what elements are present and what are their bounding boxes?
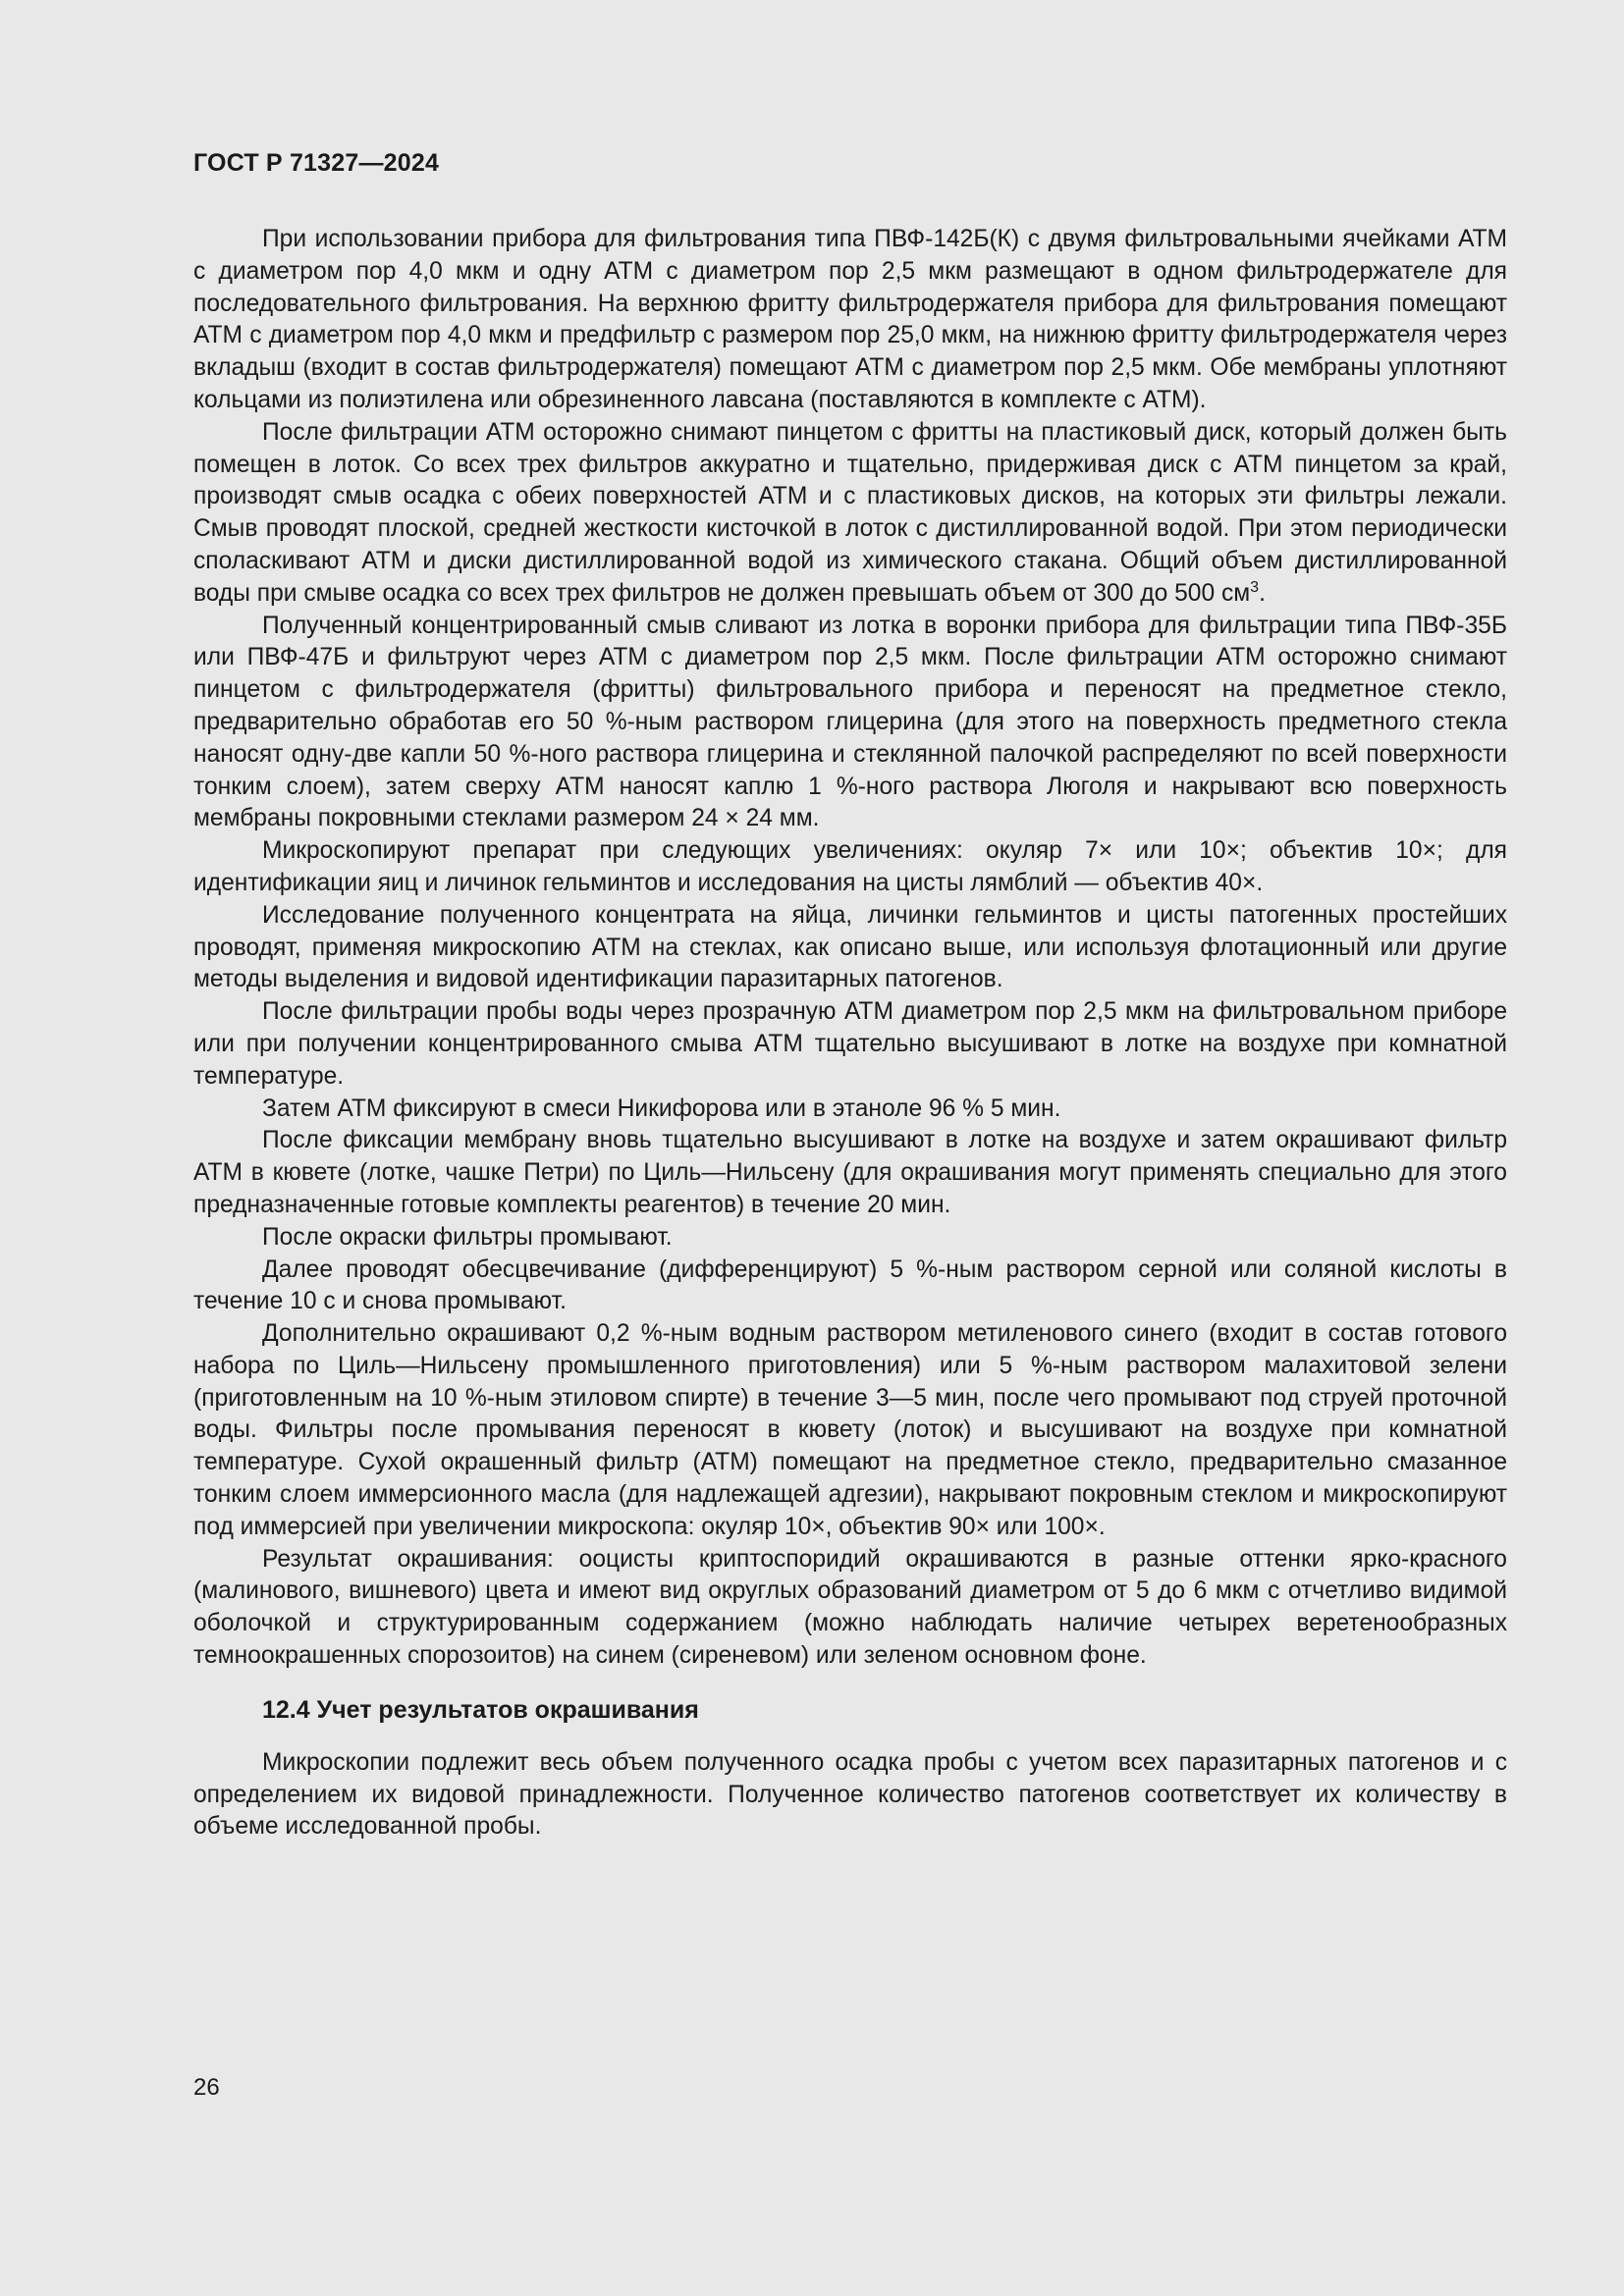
paragraph-sediment-wash [193,417,1507,611]
paragraph-fixation: Затем АТМ фиксируют в смеси Никифорова или в этаноле 96 % 5 мин. [262,1095,1061,1122]
paragraph-rinsing: После окраски фильтры промывают. [262,1223,673,1251]
paragraph-drying: После фильтрации пробы воды через прозрачную АТМ диаметром пор 2,5 мкм на фильтровальном приборе или при получении концентрированного смыва АТМ тщательно высушивают в лотке на воздухе при комнатной температуре. [193,998,1507,1090]
paragraph-microscopy-magnification: Микроскопируют препарат при следующих увеличениях: окуляр 7× или 10×; объектив 10×; для идентификации яиц и личинок гельминтов и исследования на цисты лямблий — объектив 40×. [193,837,1507,896]
paragraph-decolorization: Далее проводят обесцвечивание (дифференцируют) 5 %-ным раствором серной или соляной кислоты в течение 10 с и снова промывают. [193,1255,1507,1315]
document-body [193,224,1507,1843]
paragraph-concentrate-study: Исследование полученного концентрата на яйца, личинки гельминтов и цисты патогенных простейших проводят, применяя микроскопию АТМ на стеклах, как описано выше, или используя флотационный или другие методы выделения и видовой идентификации паразитарных патогенов. [193,901,1507,993]
paragraph-staining: После фиксации мембрану вновь тщательно высушивают в лотке на воздухе и затем окрашивают фильтр АТМ в кювете (лотке, чашке Петри) по Циль—Нильсену (для окрашивания могут применять специально для этого предназначенные готовые комплекты реагентов) в течение 20 мин. [193,1127,1507,1218]
section-heading: 12.4 Учет результатов окрашивания [262,1695,699,1724]
paragraph-sediment-wash-text: После фильтрации АТМ осторожно снимают пинцетом с фритты на пластиковый диск, который должен быть помещен в лоток. Со всех трех фильтров аккуратно и тщательно, придерживая диск с АТМ пинцетом за край, производят смыв осадка с обеих поверхностей АТМ и с пластиковых дисков, на которых эти фильтры лежали. Смыв проводят плоской, средней жесткости кисточкой в лоток с дистиллированной водой. При этом периодически споласкивают АТМ и диски дистиллированной водой из химического стакана. Общий объем дистиллированной воды при смыве осадка со всех трех фильтров не должен превышать объем от 300 до 500 см [193,418,1507,607]
paragraph-sediment-wash-end: . [1259,579,1266,607]
page-number: 26 [193,2074,220,2101]
paragraph-counterstain: Дополнительно окрашивают 0,2 %-ным водным раствором метиленового синего (входит в состав готового набора по Циль—Нильсену промышленного приготовления) или 5 %-ным раствором малахитовой зелени (приготовленным на 10 %-ным этиловом спирте) в течение 3—5 мин, после чего промывают под струей проточной воды. Фильтры после промывания переносят в кювету (лоток) и высушивают на воздухе при комнатной температуре. Сухой окрашенный фильтр (АТМ) помещают на предметное стекло, предварительно смазанное тонким слоем иммерсионного масла (для надлежащей адгезии), накрывают покровным стеклом и микроскопируют под иммерсией при увеличении микроскопа: окуляр 10×, объектив 90× или 100×. [193,1320,1507,1540]
paragraph-concentrate-filtration: Полученный концентрированный смыв сливают из лотка в воронки прибора для фильтрации типа ПВФ-35Б или ПВФ-47Б и фильтруют через АТМ с диаметром пор 2,5 мкм. После фильтрации АТМ осторожно снимают пинцетом с фильтродержателя (фритты) фильтровального прибора и переносят на предметное стекло, предварительно обработав его 50 %-ным раствором глицерина (для этого на поверхность предметного стекла наносят одну-две капли 50 %-ного раствора глицерина и стеклянной палочкой распределяют по всей поверхности тонким слоем), затем сверху АТМ наносят каплю 1 %-ного раствора Люголя и накрывают всю поверхность мембраны покровными стеклами размером 24 × 24 мм. [193,612,1507,832]
paragraph-results-accounting: Микроскопии подлежит весь объем полученного осадка пробы с учетом всех паразитарных патогенов и с определением их видовой принадлежности. Полученное количество патогенов соответствует их количеству в объеме исследованной пробы. [193,1748,1507,1841]
paragraph-filtration-setup: При использовании прибора для фильтрования типа ПВФ-142Б(К) с двумя фильтровальными ячейками АТМ с диаметром пор 4,0 мкм и одну АТМ с диаметром пор 2,5 мкм размещают в одном фильтродержателе для последовательного фильтрования. На верхнюю фритту фильтродержателя прибора для фильтрования помещают АТМ с диаметром пор 4,0 мкм и предфильтр с размером пор 25,0 мкм, на нижнюю фритту фильтродержателя через вкладыш (входит в состав фильтродержателя) помещают АТМ с диаметром пор 2,5 мкм. Обе мембраны уплотняют кольцами из полиэтилена или обрезиненного лавсана (поставляются в комплекте с АТМ). [193,226,1507,413]
superscript-cube: 3 [1250,578,1260,596]
document-code-header: ГОСТ Р 71327—2024 [193,149,440,177]
paragraph-staining-result: Результат окрашивания: ооцисты криптоспоридий окрашиваются в разные оттенки ярко-красного (малинового, вишневого) цвета и имеют вид округлых образований диаметром от 5 до 6 мкм с отчетливо видимой оболочкой и структурированным содержанием (можно наблюдать наличие четырех веретенообразных темноокрашенных спорозоитов) на синем (сиреневом) или зеленом основном фоне. [193,1545,1507,1670]
